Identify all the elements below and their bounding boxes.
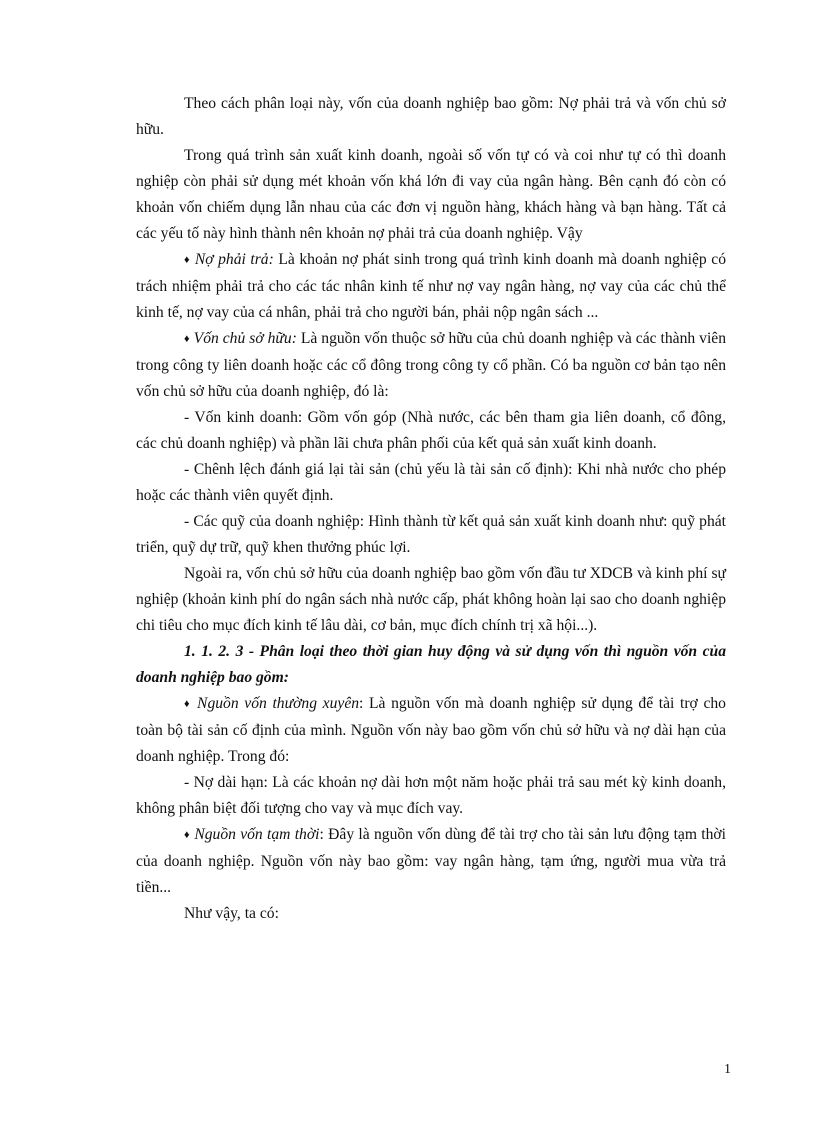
paragraph-owner-equity bbox=[136, 326, 726, 405]
liabilities-definition: Là khoản nợ phát sinh trong quá trình kinh doanh mà doanh nghiệp có trách nhiệm phải trả cho các tác nhân kinh tế như nợ vay ngân hàng, nợ vay của các chủ thể kinh tế, nợ vay của cá nhân, phải trả cho người bán, phải nộp ngân sách ... bbox=[136, 251, 726, 321]
paragraph-additional: Ngoài ra, vốn chủ sở hữu của doanh nghiệp bao gồm vốn đầu tư XDCB và kinh phí sự nghiệp (khoản kinh phí do ngân sách nhà nước cấp, phát không hoàn lại sao cho doanh nghiệp chi tiêu cho mục đích kinh tế lâu dài, cơ bản, mục đích chính trị xã hội...). bbox=[136, 565, 726, 634]
diamond-bullet-icon: ♦ bbox=[184, 333, 190, 345]
diamond-bullet-icon: ♦ bbox=[184, 698, 192, 710]
paragraph-revaluation: - Chênh lệch đánh giá lại tài sản (chủ yếu là tài sản cố định): Khi nhà nước cho phép hoặc các thành viên quyết định. bbox=[136, 461, 726, 504]
term-liabilities: Nợ phải trả: bbox=[194, 251, 274, 268]
page-body bbox=[136, 91, 726, 927]
permanent-capital-definition: : Là nguồn vốn mà doanh nghiệp sử dụng để tài trợ cho toàn bộ tài sản cố định của mình. Nguồn vốn này bao gồm vốn chủ sở hữu và nợ dài hạn của doanh nghiệp. Trong đó: bbox=[136, 695, 726, 765]
paragraph-permanent-capital bbox=[136, 691, 726, 770]
term-owner-equity: Vốn chủ sở hữu: bbox=[193, 330, 297, 347]
term-permanent-capital: Nguồn vốn thường xuyên bbox=[197, 695, 360, 712]
page-number: 1 bbox=[724, 1062, 731, 1077]
term-temporary-capital: Nguồn vốn tạm thời bbox=[194, 826, 320, 843]
paragraph-business-capital: - Vốn kinh doanh: Gồm vốn góp (Nhà nước, các bên tham gia liên doanh, cổ đông, các chủ doanh nghiệp) và phần lãi chưa phân phối của kết quả sản xuất kinh doanh. bbox=[136, 409, 726, 452]
paragraph-temporary-capital bbox=[136, 822, 726, 901]
paragraph-long-term-debt: - Nợ dài hạn: Là các khoản nợ dài hơn một năm hoặc phải trả sau mét kỳ kinh doanh, không phân biệt đối tượng cho vay và mục đích vay. bbox=[136, 774, 726, 817]
paragraph-intro: Theo cách phân loại này, vốn của doanh nghiệp bao gồm: Nợ phải trả và vốn chủ sở hữu. bbox=[136, 95, 726, 138]
paragraph-liabilities bbox=[136, 247, 726, 326]
section-heading: 1. 1. 2. 3 - Phân loại theo thời gian huy động và sử dụng vốn thì nguồn vốn của doanh nghiệp bao gồm: bbox=[136, 643, 726, 686]
owner-equity-definition: Là nguồn vốn thuộc sở hữu của chủ doanh nghiệp và các thành viên trong công ty liên doanh hoặc các cổ đông trong công ty cổ phần. Có ba nguồn cơ bản tạo nên vốn chủ sở hữu của doanh nghiệp, đó là: bbox=[136, 330, 726, 400]
diamond-bullet-icon: ♦ bbox=[184, 829, 191, 841]
paragraph-debt-context: Trong quá trình sản xuất kinh doanh, ngoài số vốn tự có và coi như tự có thì doanh nghiệp còn phải sử dụng mét khoản vốn khá lớn đi vay của ngân hàng. Bên cạnh đó còn có khoản vốn chiếm dụng lẫn nhau của các đơn vị nguồn hàng, khách hàng và bạn hàng. Tất cả các yếu tố này hình thành nên khoản nợ phải trả của doanh nghiệp. Vậy bbox=[136, 147, 726, 242]
temporary-capital-definition: : Đây là nguồn vốn dùng để tài trợ cho tài sản lưu động tạm thời của doanh nghiệp. Nguồn vốn này bao gồm: vay ngân hàng, tạm ứng, người mua vừa trả tiền... bbox=[136, 826, 726, 896]
diamond-bullet-icon: ♦ bbox=[184, 254, 191, 266]
paragraph-funds: - Các quỹ của doanh nghiệp: Hình thành từ kết quả sản xuất kinh doanh như: quỹ phát triển, quỹ dự trữ, quỹ khen thưởng phúc lợi. bbox=[136, 513, 726, 556]
paragraph-conclusion: Như vậy, ta có: bbox=[184, 905, 279, 922]
